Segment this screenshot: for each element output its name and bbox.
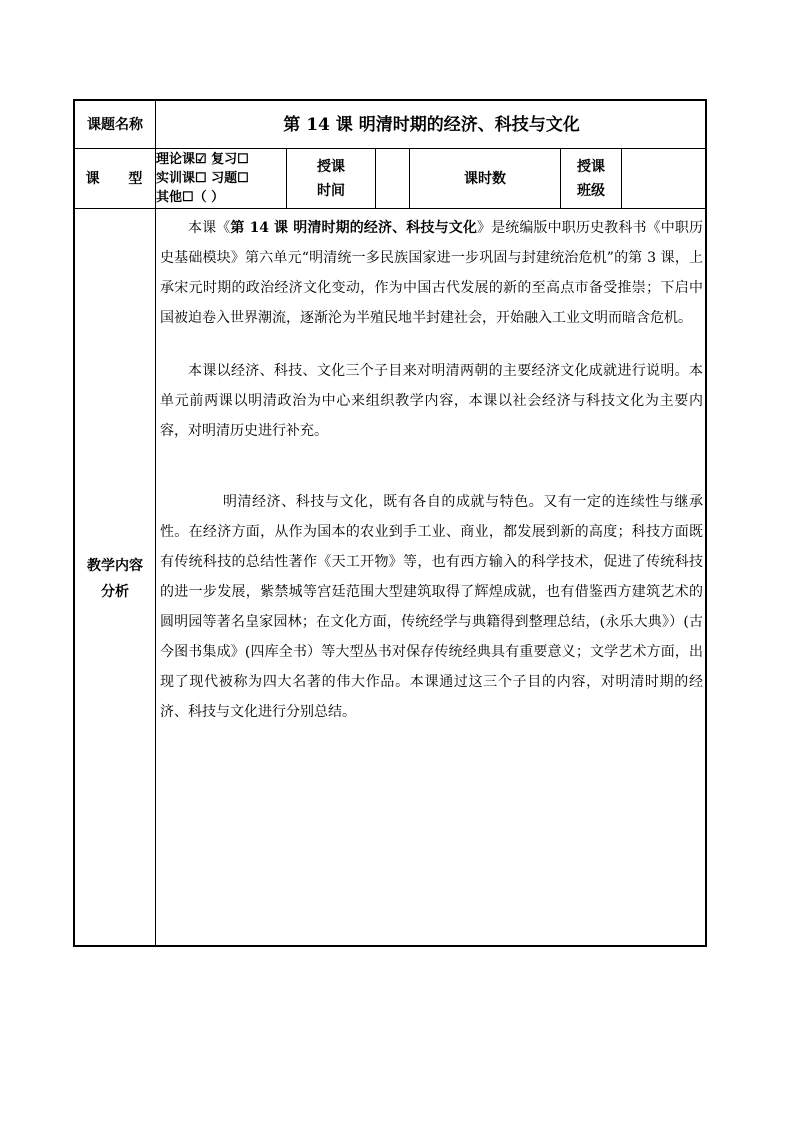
class-hours-label: 课时数 [464, 170, 506, 187]
lesson-title: 第 14 课 明清时期的经济、科技与文化 [283, 114, 580, 135]
teaching-class-label [561, 149, 621, 209]
content-analysis-body [160, 213, 703, 727]
course-type-option-row: 其他☐（ ） [156, 190, 225, 205]
teaching-time-label-line: 授课 [317, 159, 345, 175]
analysis-paragraph: 明清经济、科技与文化，既有各自的成就与特色。又有一定的连续性与继承性。在经济方面，从作为国本的农业到手工业、商业，都发展到新的高度；科技方面既有传统科技的总结性著作《天工开物》等，也有西方输入的科学技术，促进了传统科技的进一步发展，紫禁城等宫廷范围大型建筑取得了辉煌成就，也有借鉴西方建筑艺术的圆明园等著名皇家园林；在文化方面，传统经学与典籍得到整理总结，(永乐大典》）(古今图书集成》(四库全书）等大型丛书对保存传统经典具有重要意义；文学艺术方面，出现了现代被称为四大名著的伟大作品。本课通过这三个子目的内容，对明清时期的经济、科技与文化进行分别总结。 [160, 494, 703, 720]
column-divider [155, 101, 156, 945]
analysis-paragraph: 本课以经济、科技、文化三个子目来对明清两朝的主要经济文化成就进行说明。本单元前两课以明清政治为中心来组织教学内容，本课以社会经济与科技文化为主要内容，对明清历史进行补充。 [160, 363, 703, 439]
course-type-option-row: 实训课☐ 习题☐ [156, 171, 249, 186]
analysis-paragraph-text: 》是统编版中职历史教科书《中职历史基础模块》第六单元“明清统一多民族国家进一步巩固与封建统治危机”的第 3 课，上承宋元时期的政治经济文化变动，作为中国古代发展的新的至高点市备受推崇；下启中国被迫卷入世界潮流，逐渐沦为半殖民地半封建社会，开始融入工业文明而暗含危机。 [160, 220, 704, 326]
content-analysis-label-line: 分析 [101, 584, 129, 600]
title-label: 课题名称 [87, 116, 143, 133]
course-type-label: 课 型 [85, 170, 155, 187]
teaching-class-label-line: 授课 [577, 159, 605, 175]
content-analysis-label [75, 209, 155, 949]
lesson-plan-table [73, 99, 707, 947]
analysis-paragraph-prefix: 本课《 [188, 220, 231, 236]
content-analysis-label-line: 教学内容 [87, 558, 143, 574]
course-type-option-row: 理论课☑ 复习☐ [156, 152, 249, 167]
analysis-paragraph [160, 213, 703, 333]
teaching-class-label-line: 班级 [577, 183, 605, 199]
column-divider [621, 148, 622, 208]
course-type-options [156, 150, 286, 208]
teaching-time-label [287, 149, 375, 209]
teaching-time-label-line: 时间 [317, 183, 345, 199]
column-divider [375, 148, 376, 208]
lesson-title-inline: 第 14 课 明清时期的经济、科技与文化 [230, 220, 477, 236]
